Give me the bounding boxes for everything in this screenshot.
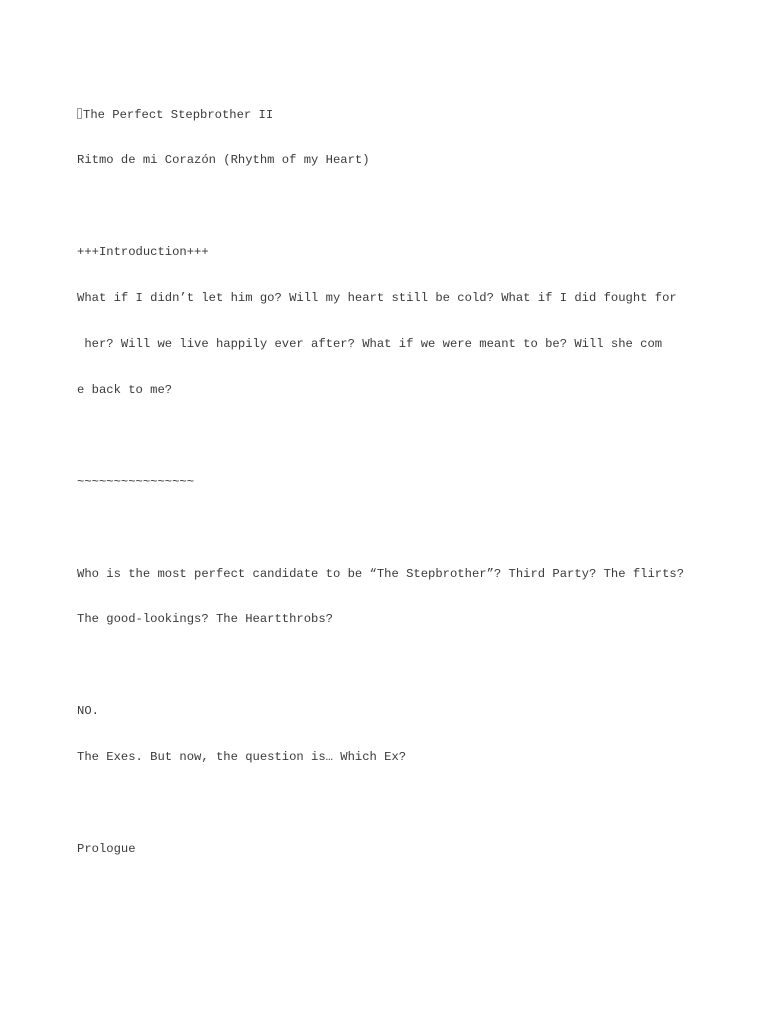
spacer [77, 796, 747, 811]
spacer [77, 429, 747, 444]
separator-line: ~~~~~~~~~~~~~~~~ [77, 474, 195, 489]
prologue-heading: Prologue [77, 841, 136, 856]
title-line [77, 108, 747, 123]
intro-line: What if I didn’t let him go? Will my heart still be cold? What if I did fought for [77, 291, 677, 306]
document-text [77, 77, 747, 888]
spacer [77, 521, 747, 536]
missing-glyph-icon [77, 108, 82, 119]
answer-line: NO. [77, 704, 99, 719]
spacer [77, 199, 747, 214]
subtitle-line: Ritmo de mi Corazón (Rhythm of my Heart) [77, 153, 370, 168]
answer-line: The Exes. But now, the question is… Which Ex? [77, 750, 407, 765]
intro-heading: +++Introduction+++ [77, 245, 209, 260]
title-text: The Perfect Stepbrother II [83, 107, 274, 122]
question-line: The good-lookings? The Heartthrobs? [77, 612, 333, 627]
spacer [77, 658, 747, 673]
question-line: Who is the most perfect candidate to be “The Stepbrother”? Third Party? The flirts? [77, 566, 685, 581]
intro-line: her? Will we live happily ever after? What if we were meant to be? Will she com [77, 337, 663, 352]
intro-line: e back to me? [77, 382, 173, 397]
